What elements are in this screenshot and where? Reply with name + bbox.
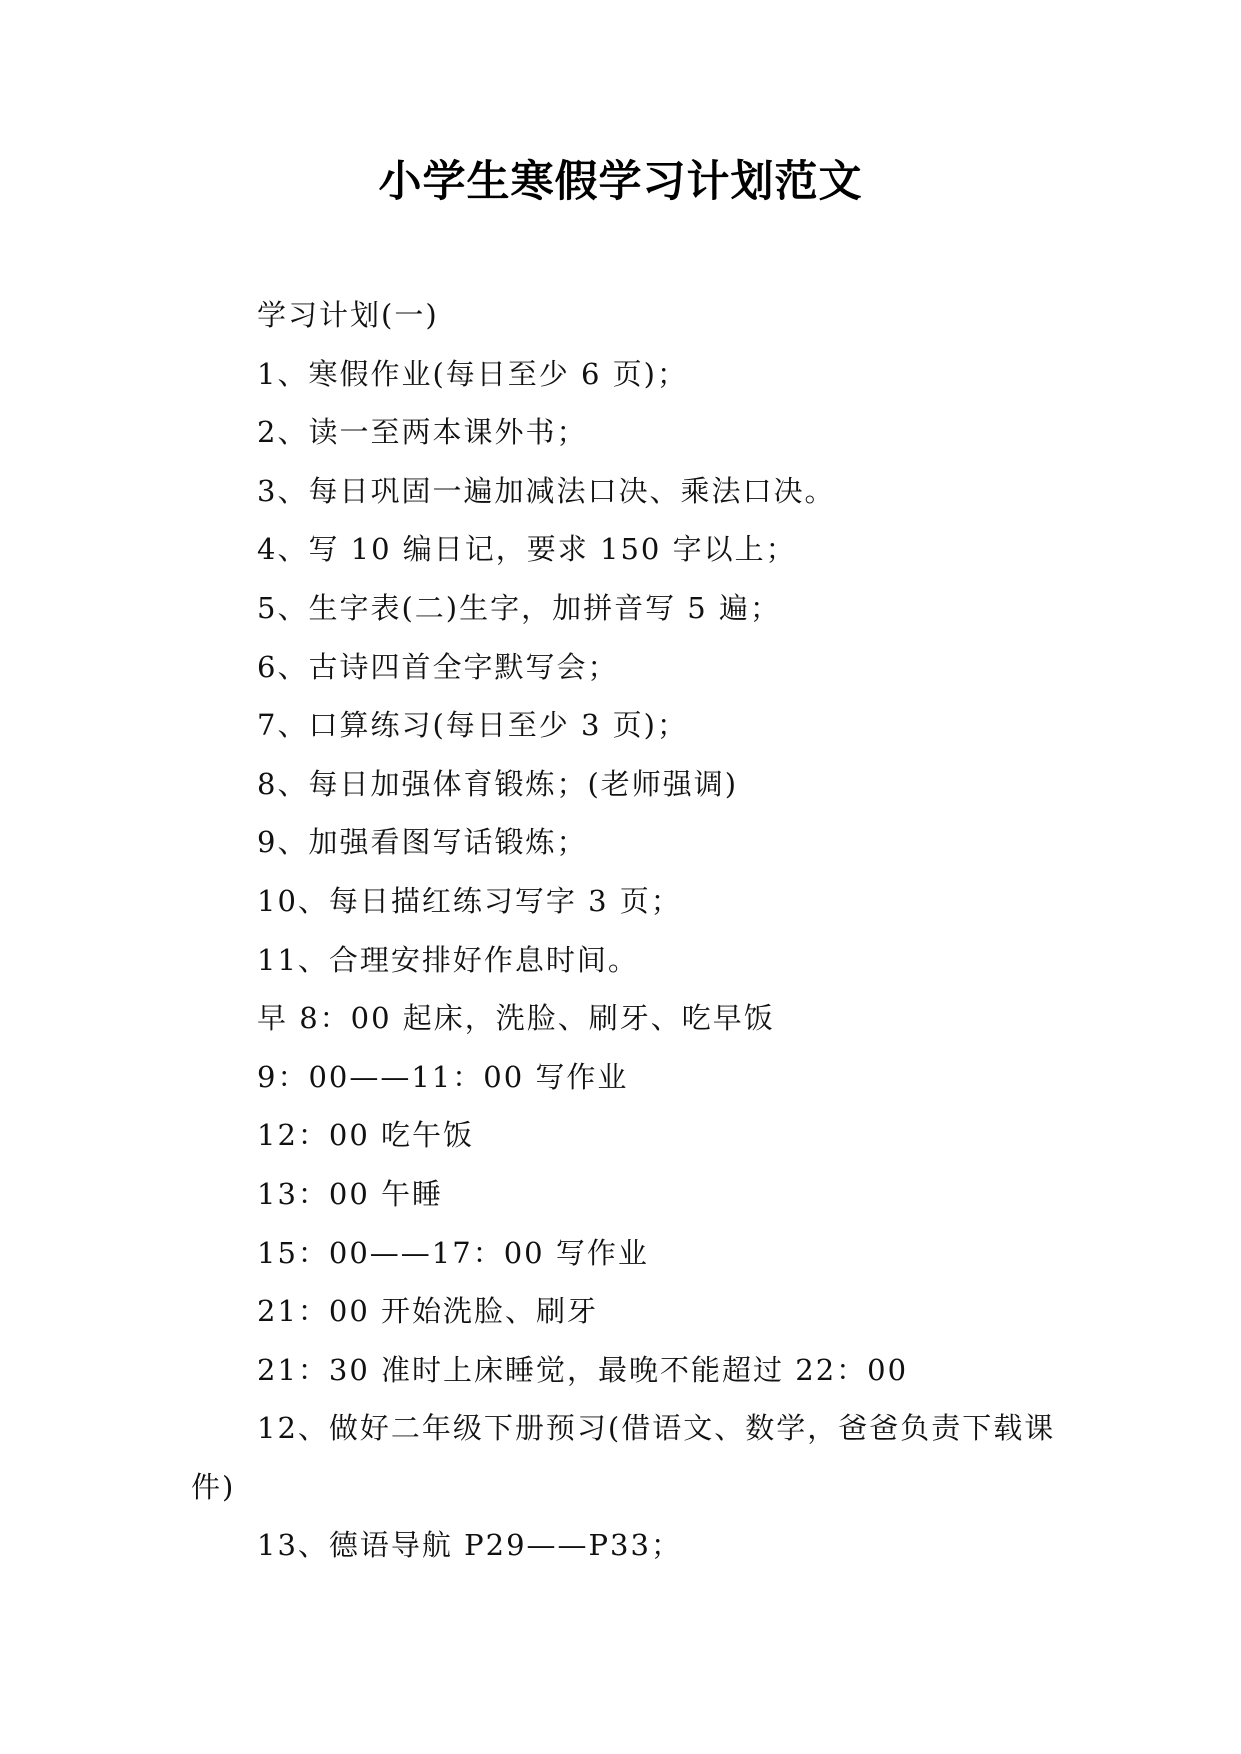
plan-item-2: 2、读一至两本课外书；: [257, 415, 588, 450]
document-body: [191, 286, 1061, 1575]
plan-item-5: 5、生字表(二)生字，加拼音写 5 遍；: [257, 590, 781, 625]
plan-item-6: 6、古诗四首全字默写会；: [257, 649, 619, 684]
plan-item-13: 13、德语导航 P29——P33；: [257, 1528, 682, 1563]
plan-item-1: 1、寒假作业(每日至少 6 页)；: [257, 356, 688, 391]
schedule-line: 21：00 开始洗脸、刷牙: [257, 1294, 599, 1329]
section-heading: 学习计划(一): [257, 298, 439, 332]
plan-item-7: 7、口算练习(每日至少 3 页)；: [257, 708, 688, 743]
plan-item-11: 11、合理安排好作息时间。: [257, 942, 639, 977]
schedule-line: 15：00——17：00 写作业: [257, 1235, 649, 1270]
plan-item-3: 3、每日巩固一遍加减法口决、乘法口决。: [257, 473, 836, 508]
schedule-line: 12：00 吃午饭: [257, 1118, 475, 1153]
plan-item-12: 12、做好二年级下册预习(借语文、数学，爸爸负责下载课件): [191, 1411, 1056, 1504]
schedule-line: 早 8：00 起床，洗脸、刷牙、吃早饭: [257, 1001, 775, 1036]
plan-item-8: 8、每日加强体育锻炼；(老师强调): [257, 766, 739, 801]
schedule-line: 13：00 午睡: [257, 1176, 444, 1211]
schedule-line: 21：30 准时上床睡觉，最晚不能超过 22：00: [257, 1352, 909, 1387]
plan-item-4: 4、写 10 编日记，要求 150 字以上；: [257, 532, 797, 567]
document-title: 小学生寒假学习计划范文: [378, 157, 863, 207]
schedule-line: 9：00——11：00 写作业: [257, 1059, 629, 1094]
plan-item-9: 9、加强看图写话锻炼；: [257, 825, 588, 860]
plan-item-10: 10、每日描红练习写字 3 页；: [257, 883, 682, 918]
